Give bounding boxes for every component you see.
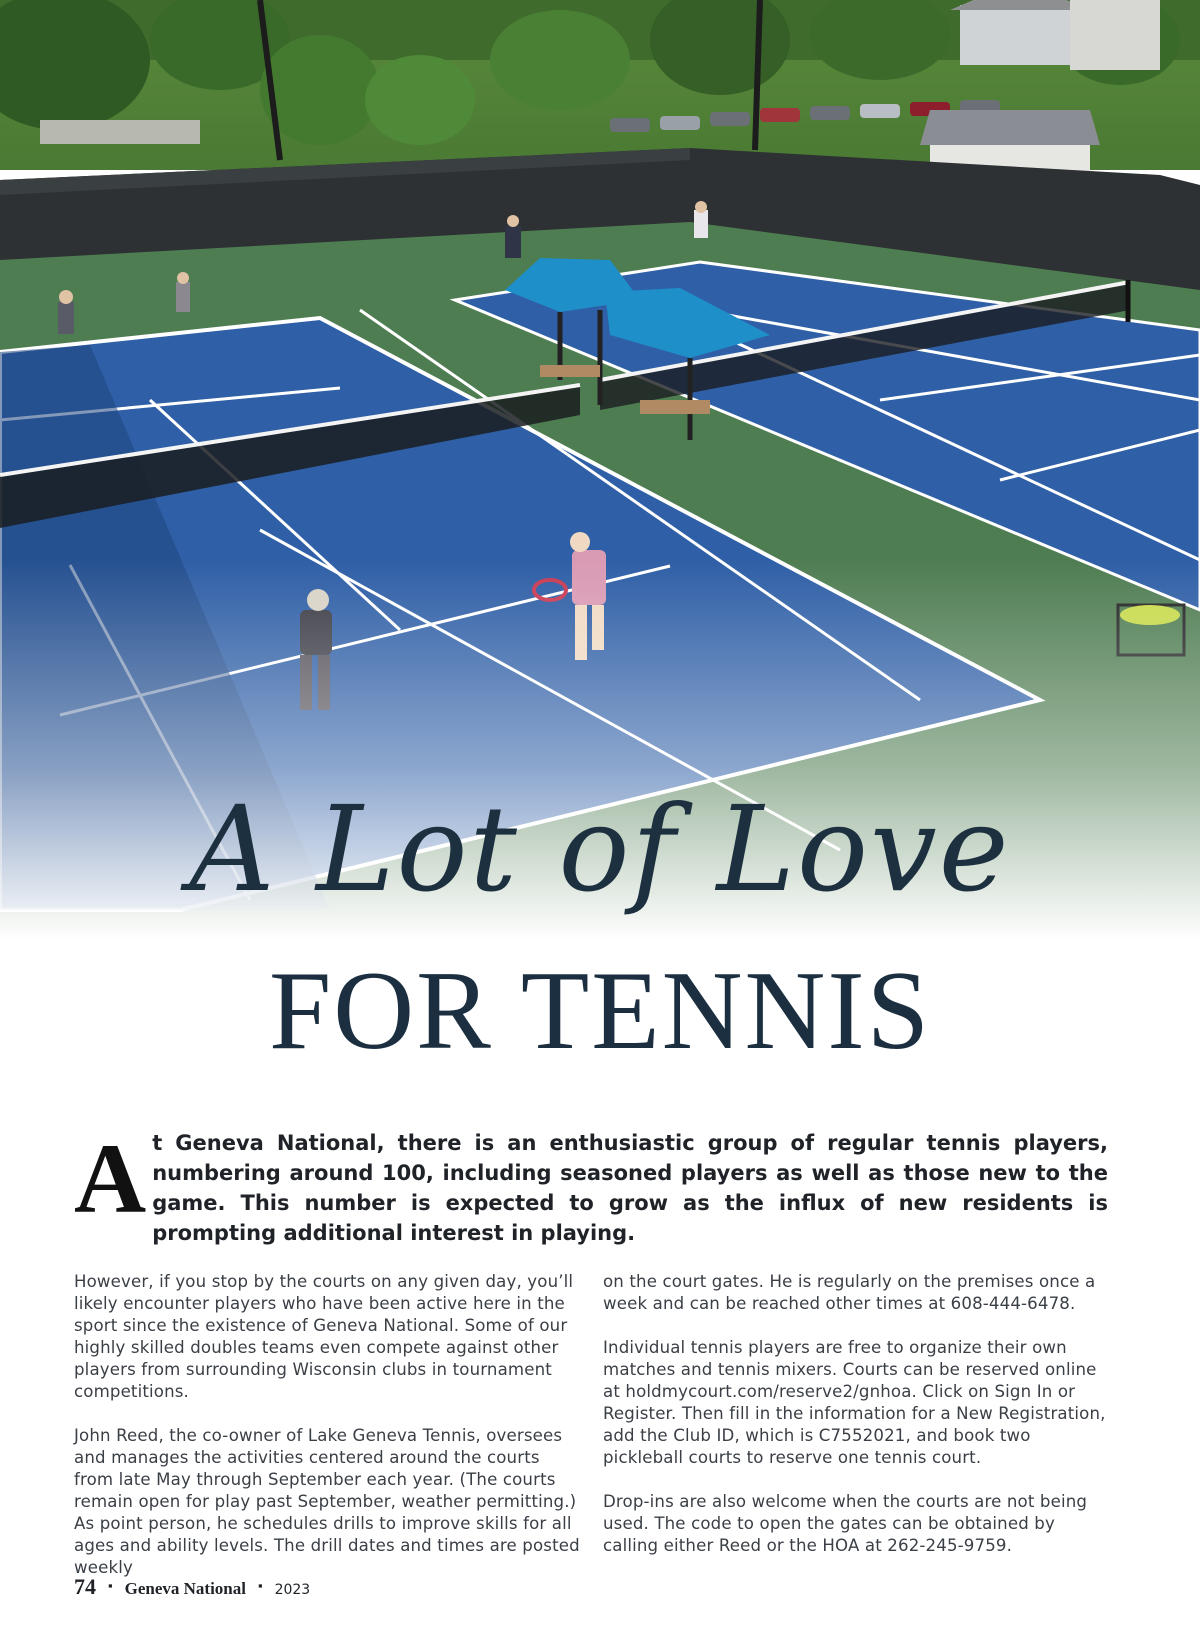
page-footer [74,1574,310,1600]
body-paragraph: However, if you stop by the courts on any given day, you’ll likely encounter players who have been active here in the sport since the existence of Geneva National. Some of our highly skilled doubles teams even compete against other players from surrounding Wisconsin clubs in tournament competitions. [74,1272,574,1401]
intro-text: t Geneva National, there is an enthusiastic group of regular tennis players, numbering around 100, including seasoned players as well as those new to the game. This number is expected to grow as the influx of new residents is prompting additional interest in playing. [152,1131,1108,1245]
page-number: 74 [74,1574,96,1599]
headline-script: A Lot of Love [189,780,1011,918]
publication-year: 2023 [274,1582,311,1598]
intro-paragraph [74,1123,1108,1248]
body-paragraph: Individual tennis players are free to organize their own matches and tennis mixers. Courts can be reserved online at holdmycourt.com/reserve2/gnhoa. Click on Sign In or Register. Then fill in the information for a New Registration, add the Club ID, which is C7552021, and book two pickleball courts to reserve one tennis court. [603,1338,1106,1467]
footer-separator: ▪ [257,1578,263,1593]
body-column-left [74,1271,584,1601]
footer-separator: ▪ [108,1578,113,1593]
body-paragraph: Drop-ins are also welcome when the courts are not being used. The code to open the gates can be obtained by calling either Reed or the HOA at 262-245-9759. [603,1492,1088,1555]
body-paragraph: on the court gates. He is regularly on the premises once a week and can be reached other times at 608-444-6478. [603,1272,1096,1313]
body-column-right [603,1271,1113,1579]
drop-cap: A [74,1123,147,1234]
body-paragraph: John Reed, the co-owner of Lake Geneva Tennis, oversees and manages the activities centered around the courts from late May through September each year. (The courts remain open for play past September, weather permitting.) As point person, he schedules drills to improve skills for all ages and ability levels. The drill dates and times are posted weekly [74,1426,580,1577]
headline-caps: FOR TENNIS [268,949,932,1073]
publication-name: Geneva National [124,1579,246,1598]
